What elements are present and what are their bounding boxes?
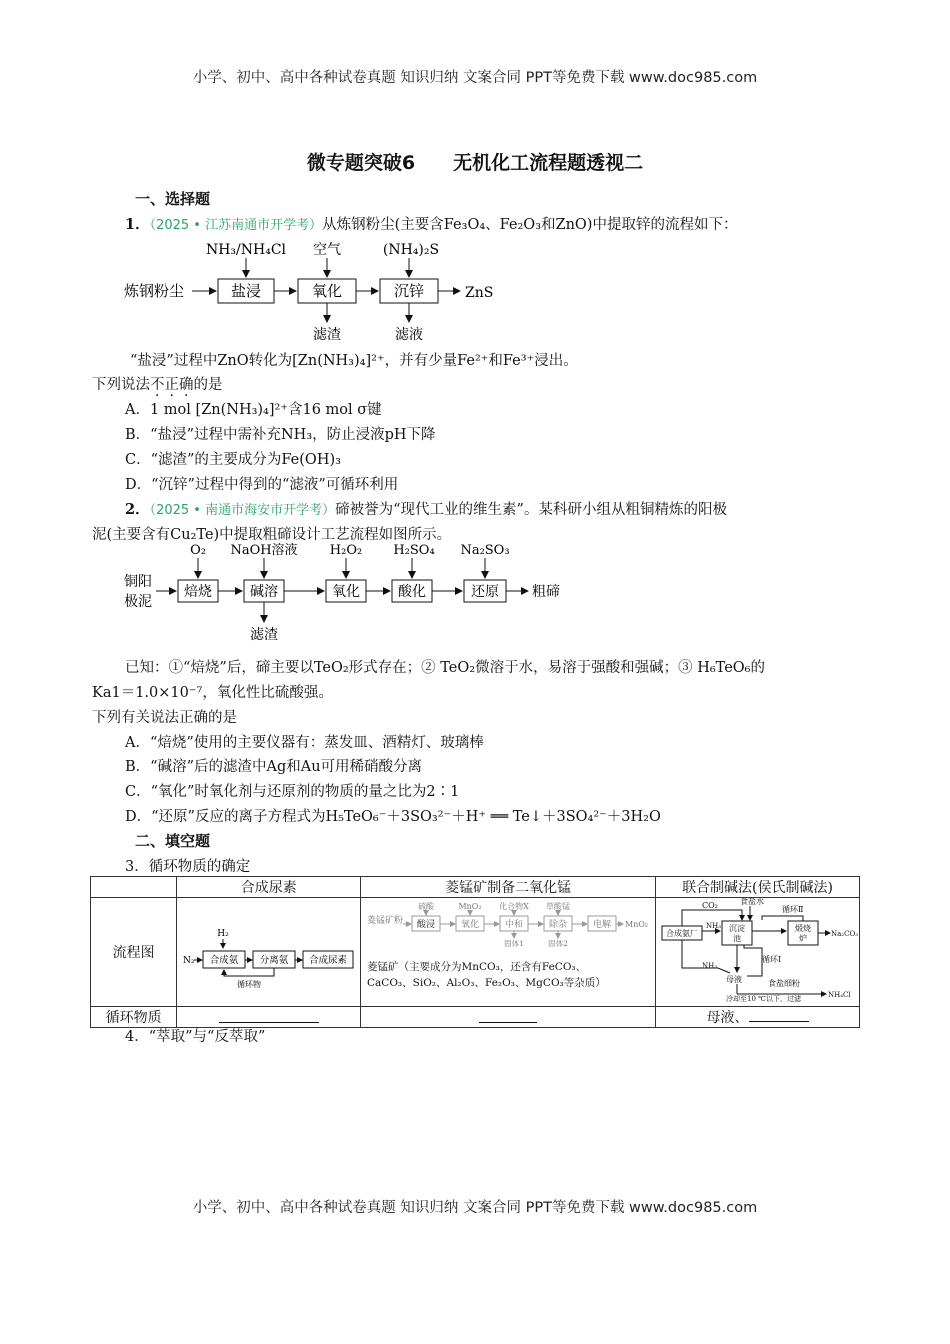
ask-post: 的是	[193, 377, 223, 393]
question-2-known-1: 已知：①“焙烧”后，碲主要以TeO₂形式存在；② TeO₂微溶于水，易溶于强酸和强碱；③ H₆TeO₆的	[125, 660, 765, 676]
question-2-number: 2．	[125, 501, 150, 518]
soda-flowchart	[658, 898, 858, 1002]
soda-nh3b-label: NH₃	[701, 962, 717, 970]
table-corner-cell	[91, 877, 177, 898]
flow2-start: 极泥	[124, 594, 152, 610]
soda-loop2-label: 循环Ⅱ	[781, 905, 803, 914]
mn-waste-label: 固体2	[548, 939, 569, 948]
question-1-option-d: D．“沉锌”过程中得到的“滤液”可循环利用	[125, 477, 399, 493]
flow1-input: NH₃/NH₄Cl	[205, 242, 287, 258]
flow1-input: 空气	[313, 242, 341, 258]
flow1-start: 炼钢粉尘	[124, 282, 185, 300]
question-1-flowchart	[120, 238, 520, 344]
urea-n2-label: N₂	[182, 956, 195, 966]
soda-product-label: Na₂CO₃	[830, 930, 858, 938]
answer-cell-soda[interactable]	[656, 1007, 860, 1028]
question-3-table	[90, 876, 860, 1028]
mother-liquor-text: 母液、	[706, 1010, 749, 1026]
section-choice-heading: 一、选择题	[135, 190, 211, 208]
flow1-step-label: 沉锌	[393, 282, 425, 300]
flow2-input: NaOH溶液	[230, 543, 298, 558]
soda-box3-label: 炉	[798, 934, 807, 943]
question-3-label: 3．循环物质的确定	[125, 859, 251, 875]
flow1-output: 滤液	[395, 327, 423, 343]
column-header: 菱锰矿制备二氧化锰	[361, 877, 656, 898]
row-label-flowchart: 流程图	[91, 898, 177, 1007]
flow2-step-label: 氧化	[332, 584, 360, 600]
question-1-option-b: B．“盐浸”过程中需补充NH₃，防止浸液pH下降	[125, 427, 436, 443]
emphasis-char: 不	[150, 377, 165, 393]
column-header: 联合制碱法(侯氏制碱法)	[656, 877, 860, 898]
soda-cool-label: 冷却至10 ℃以下，过滤	[725, 995, 801, 1002]
emphasis-char: 确	[179, 377, 194, 393]
flow2-step-label: 焙烧	[184, 584, 212, 600]
answer-blank-soda[interactable]	[749, 1007, 809, 1022]
column-header: 合成尿素	[177, 877, 361, 898]
mn-step-label: 酸浸	[417, 920, 436, 930]
flow2-start: 铜阳	[124, 574, 152, 590]
mn-step-label: 除杂	[549, 920, 568, 930]
soda-co2-label: CO₂	[701, 901, 718, 910]
flow1-output: 滤渣	[313, 327, 341, 343]
page-title: 微专题突破6 无机化工流程题透视二	[306, 152, 644, 174]
mn-flow-cell	[361, 898, 656, 1007]
urea-flowchart	[179, 900, 359, 1000]
soda-loop1-label: 循环Ⅰ	[761, 955, 781, 964]
flow2-step-label: 酸化	[398, 584, 426, 600]
question-2-stem	[125, 498, 727, 519]
soda-flow-cell	[656, 898, 860, 1007]
mn-step-label: 氧化	[461, 920, 480, 930]
flow1-end: ZnS	[465, 285, 494, 301]
question-1-source: （2025 • 江苏南通市开学考）	[149, 218, 323, 233]
soda-brine-label: 食盐水	[739, 898, 764, 906]
soda-box2-label: 沉淀	[728, 924, 745, 933]
emphasis-char: 正	[164, 377, 179, 393]
mn-note-line2: CaCO₃、SiO₂、Al₂O₃、Fe₂O₃、MgCO₃等杂质）	[367, 977, 606, 989]
question-1-note: “盐浸”过程中ZnO转化为[Zn(NH₃)₄]²⁺，并有少量Fe²⁺和Fe³⁺浸出。	[130, 353, 578, 369]
question-2-option-b: B．“碱溶”后的滤渣中Ag和Au可用稀硝酸分离	[125, 759, 423, 775]
soda-mother-label: 母液	[725, 975, 742, 984]
question-2-known-2: Ka1＝1.0×10⁻⁷，氧化性比硫酸强。	[92, 685, 333, 701]
question-2-option-c: C．“氧化”时氧化剂与还原剂的物质的量之比为2∶1	[125, 784, 460, 800]
question-1-stem	[125, 213, 737, 234]
flow1-step-label: 氧化	[311, 282, 343, 300]
flow2-step-label: 还原	[471, 584, 499, 600]
question-1-number: 1．	[125, 216, 150, 233]
mn-note-line1: 菱锰矿（主要成分为MnCO₃，还含有FeCO₃、	[367, 961, 587, 973]
soda-nh4cl-label: NH₄Cl	[827, 991, 851, 999]
question-2-text: 碲被誉为“现代工业的维生素”。某科研小组从粗铜精炼的阳极	[335, 502, 727, 518]
flow2-step-label: 碱溶	[250, 584, 278, 600]
mn-end-label: MnO₂	[625, 920, 649, 929]
ask-pre: 下列说法	[92, 377, 150, 393]
question-2-source: （2025 • 南通市海安市开学考）	[149, 503, 336, 518]
soda-salt-label: 食盐细粉	[767, 979, 800, 988]
urea-box-label: 分离氨	[259, 955, 289, 966]
question-1-option-a: A．1 mol [Zn(NH₃)₄]²⁺含16 mol σ键	[125, 402, 382, 418]
flow2-end: 粗碲	[532, 584, 560, 600]
flow1-step-label: 盐浸	[230, 282, 262, 300]
urea-box-label: 合成尿素	[308, 955, 347, 966]
soda-box3-label: 煅烧	[794, 924, 811, 933]
mn-flowchart	[361, 898, 651, 998]
question-1-ask	[92, 373, 223, 394]
question-2-option-d: D．“还原”反应的离子方程式为H₅TeO₆⁻＋3SO₃²⁻＋H⁺ ══ Te↓＋3SO₄²⁻＋3H₂O	[125, 809, 661, 825]
question-2-stem-line2: 泥(主要含有Cu₂Te)中提取粗碲设计工艺流程如图所示。	[92, 527, 452, 543]
question-2-option-a: A．“焙烧”使用的主要仪器有：蒸发皿、酒精灯、玻璃棒	[125, 735, 484, 751]
mn-input-label: 草酸锰	[546, 902, 571, 911]
urea-h2-label: H₂	[217, 929, 229, 939]
mn-input-label: 化合物X	[499, 902, 530, 911]
row-label-cycle: 循环物质	[91, 1007, 177, 1028]
mn-step-label: 中和	[505, 920, 524, 930]
mn-input-label: 硫酸	[418, 902, 435, 911]
mn-waste-label: 固体1	[504, 939, 525, 948]
section-fill-heading: 二、填空题	[135, 832, 211, 850]
question-2-flowchart	[120, 540, 580, 644]
page-footer: 小学、初中、高中各种试卷真题 知识归纳 文案合同 PPT等免费下载 www.doc985.com	[192, 1200, 758, 1216]
flow2-input: Na₂SO₃	[460, 543, 510, 558]
mn-start-label: 菱锰矿粉	[367, 916, 404, 926]
flow2-input: O₂	[190, 543, 206, 558]
answer-blank-mn[interactable]	[361, 1007, 656, 1028]
page-header: 小学、初中、高中各种试卷真题 知识归纳 文案合同 PPT等免费下载 www.doc985.com	[192, 70, 758, 86]
question-2-ask: 下列有关说法正确的是	[92, 710, 237, 726]
question-4-label: 4．“萃取”与“反萃取”	[125, 1029, 266, 1045]
question-1-option-c: C．“滤渣”的主要成分为Fe(OH)₃	[125, 452, 341, 468]
urea-loop-label: 循环物	[236, 980, 261, 989]
soda-box1-label: 合成氨厂	[665, 929, 698, 938]
flow2-output: 滤渣	[250, 627, 278, 643]
flow2-input: H₂SO₄	[393, 543, 435, 558]
soda-box2-label: 池	[732, 934, 741, 943]
urea-box-label: 合成氨	[209, 955, 239, 966]
urea-flow-cell	[177, 898, 361, 1007]
flow2-input: H₂O₂	[329, 543, 363, 558]
mn-input-label: MnO₂	[458, 902, 482, 911]
soda-nh3-label: NH₃	[705, 922, 721, 930]
mn-step-label: 电解	[593, 920, 612, 930]
flow1-input: (NH₄)₂S	[382, 242, 440, 258]
question-1-text: 从炼钢粉尘(主要含Fe₃O₄、Fe₂O₃和ZnO)中提取锌的流程如下：	[322, 217, 738, 233]
